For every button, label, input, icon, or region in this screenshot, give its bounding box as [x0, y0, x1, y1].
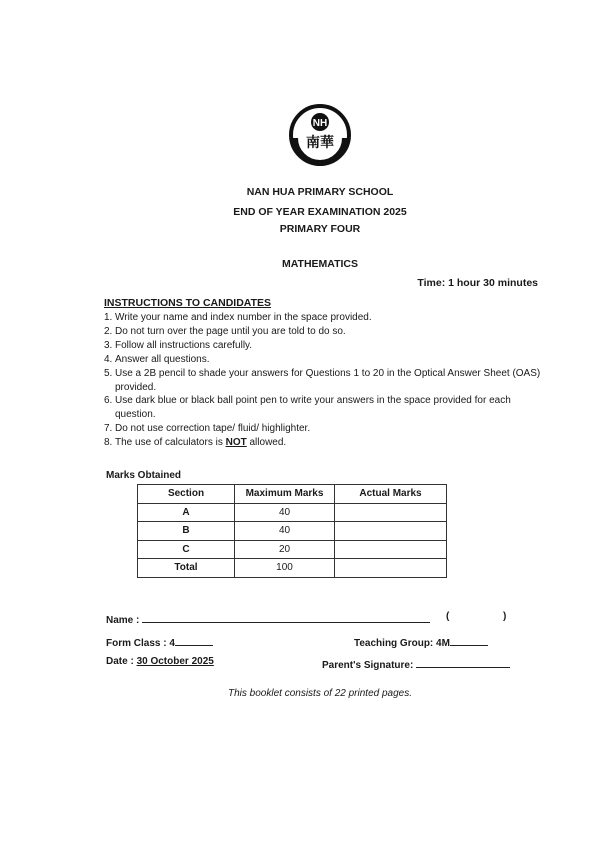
actual-marks-cell[interactable] [335, 559, 447, 578]
header-actual-marks: Actual Marks [335, 485, 447, 504]
date-label: Date : [106, 656, 137, 667]
name-label: Name : [106, 615, 140, 626]
instruction-item: 6. Use dark blue or black ball point pen to write your answers in the space provided for each question. [104, 395, 511, 421]
table-row-total [138, 559, 447, 578]
table-row [138, 522, 447, 541]
form-class-field[interactable] [175, 634, 213, 646]
instruction-item: 4. Answer all questions. [104, 353, 210, 365]
table-header-row [138, 485, 447, 504]
instruction-item: 3. Follow all instructions carefully. [104, 339, 253, 351]
date-value: 30 October 2025 [136, 656, 214, 667]
section-cell: B [138, 522, 235, 541]
header-maximum-marks: Maximum Marks [235, 485, 335, 504]
instruction-item: 2. Do not turn over the page until you are told to do so. [104, 325, 346, 337]
max-marks-cell: 40 [235, 522, 335, 541]
instruction-item: 1. Write your name and index number in the space provided. [104, 312, 372, 323]
instruction-item: 5. Use a 2B pencil to shade your answers for Questions 1 to 20 in the Optical Answer Sheet (OAS) provided. [104, 367, 541, 393]
max-marks-cell: 40 [235, 503, 335, 522]
svg-text:NH: NH [312, 118, 328, 129]
instructions-heading: INSTRUCTIONS TO CANDIDATES [104, 297, 272, 309]
instructions-list [104, 311, 544, 450]
emphasis-not: NOT [225, 437, 247, 449]
table-row [138, 540, 447, 559]
signature-row [322, 656, 510, 671]
teaching-group-row [354, 634, 488, 649]
exam-duration: Time: 1 hour 30 minutes [417, 277, 538, 289]
name-row [106, 611, 430, 626]
form-class-label: Form Class : 4 [106, 638, 175, 649]
date-row [106, 656, 214, 667]
section-cell: Total [138, 559, 235, 578]
instruction-item: 7. Do not use correction tape/ fluid/ highlighter. [104, 423, 311, 435]
marks-table [137, 484, 447, 578]
form-class-row [106, 634, 213, 649]
parent-signature-field[interactable] [416, 656, 510, 668]
school-crest-icon [287, 102, 353, 168]
subject-title: MATHEMATICS [281, 258, 359, 270]
max-marks-cell: 20 [235, 540, 335, 559]
teaching-group-label: Teaching Group: 4M [354, 638, 450, 649]
section-cell: C [138, 540, 235, 559]
signature-label: Parent's Signature: [322, 660, 414, 671]
name-field[interactable] [142, 611, 430, 623]
actual-marks-cell[interactable] [335, 540, 447, 559]
teaching-group-field[interactable] [450, 634, 488, 646]
section-cell: A [138, 503, 235, 522]
school-name: NAN HUA PRIMARY SCHOOL [246, 186, 394, 198]
max-marks-cell: 100 [235, 559, 335, 578]
marks-obtained-label: Marks Obtained [106, 470, 182, 481]
svg-text:南華: 南華 [306, 135, 334, 151]
exam-title: END OF YEAR EXAMINATION 2025 [233, 206, 407, 218]
actual-marks-cell[interactable] [335, 503, 447, 522]
level-title: PRIMARY FOUR [279, 223, 361, 235]
open-paren: ( [446, 611, 450, 622]
actual-marks-cell[interactable] [335, 522, 447, 541]
instruction-item: 8. The use of calculators is NOT allowed. [104, 437, 287, 449]
page-count-note: This booklet consists of 22 printed pages. [228, 688, 412, 699]
index-number-field[interactable]: ) [503, 611, 507, 622]
header-section: Section [138, 485, 235, 504]
table-row [138, 503, 447, 522]
